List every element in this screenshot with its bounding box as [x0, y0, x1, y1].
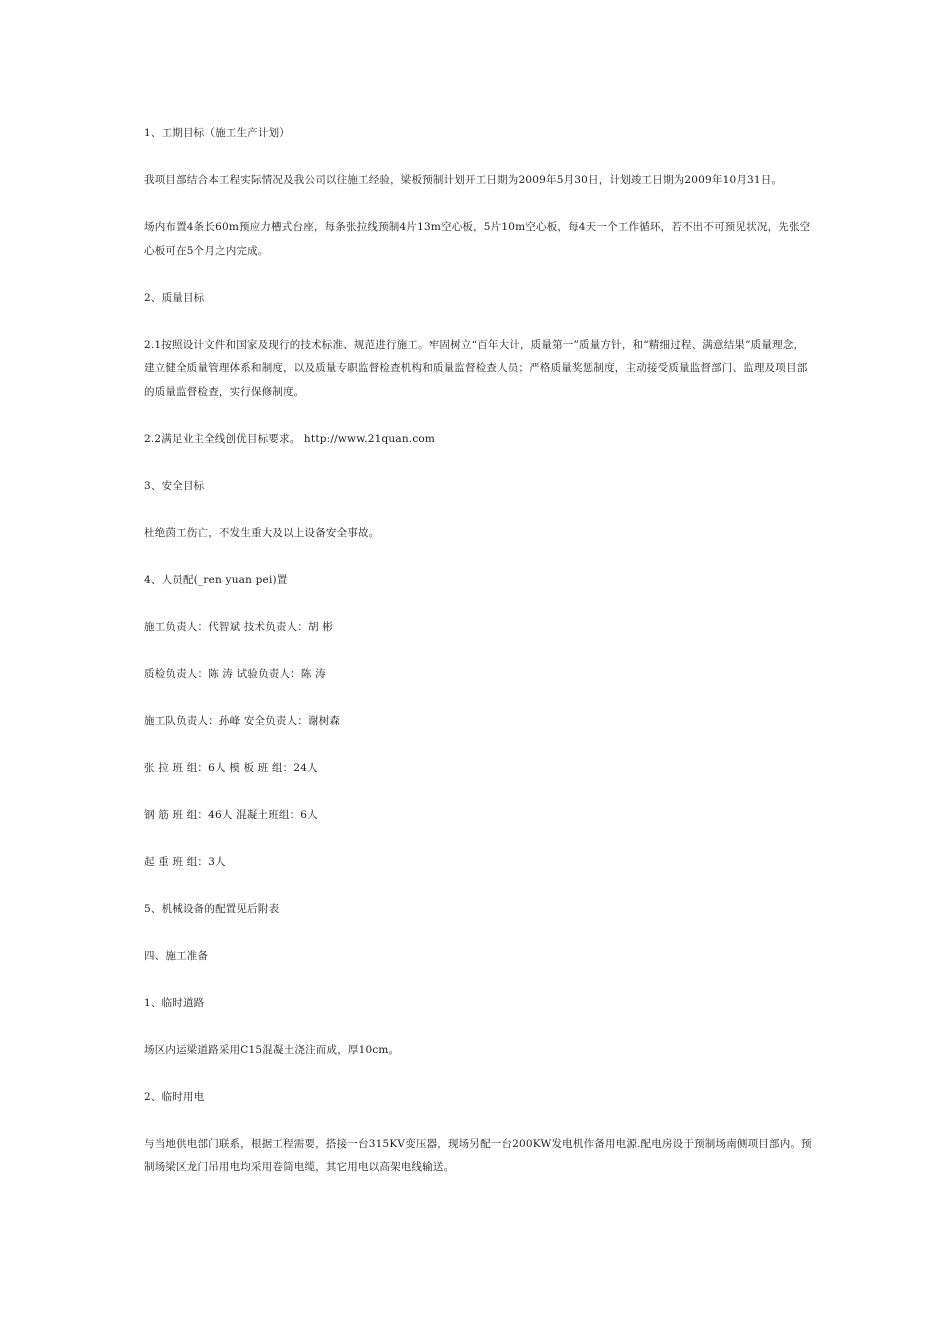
paragraph-temporary-power: 与当地供电部门联系，根据工程需要，搭接一台315KV变压器，现场另配一台200KW发电机作备用电源.配电房设于预制场南侧项目部内。预制场梁区龙门吊用电均采用卷筒电缆，其它用电以高架电线输送。	[144, 1137, 812, 1173]
staff-team-safety: 施工队负责人：孙峰 安全负责人：谢树森	[144, 714, 341, 727]
heading-equipment: 5、机械设备的配置见后附表	[144, 902, 280, 915]
paragraph-quality-2-2: 2.2满足业主全线创优目标要求。 http://www.21quan.com	[144, 432, 436, 445]
crew-tension-formwork: 张 拉 班 组：6人 模 板 班 组：24人	[144, 761, 318, 774]
paragraph-schedule-dates: 我项目部结合本工程实际情况及我公司以往施工经验，梁板预制计划开工日期为2009年5月30日，计划竣工日期为2009年10月31日。	[144, 174, 783, 186]
staff-quality-testing: 质检负责人：陈 涛 试验负责人：陈 涛	[144, 667, 326, 680]
paragraph-safety: 杜绝茵工伤亡，不发生重大及以上设备安全事故。	[144, 526, 380, 539]
heading-staffing: 4、人员配(_ren yuan pei)置	[144, 573, 288, 586]
paragraph-prestress-beds: 场内布置4条长60m预应力槽式台座，每条张拉线预制4片13m空心板，5片10m空心板，每4天一个工作循环，若不出不可预见状况，先张空心板可在5个月之内完成。	[144, 221, 811, 257]
heading-safety-goal: 3、安全目标	[144, 479, 205, 492]
heading-temporary-road: 1、临时道路	[144, 996, 205, 1009]
document-body	[144, 122, 814, 1203]
paragraph-quality-2-1: 2.1按照设计文件和国家及现行的技术标准、规范进行施工。牢固树立“百年大计，质量第一”质量方针，和“精细过程、满意结果”质量理念，建立健全质量管理体系和制度，以及质量专职监督检查机构和质量监督检查人员；严格质量奖惩制度，主动接受质量监督部门、监理及项目部的质量监督检查，实行保修制度。	[144, 338, 808, 398]
heading-schedule-goal: 1、工期目标（施工生产计划）	[144, 127, 290, 139]
paragraph-temporary-road: 场区内运梁道路采用C15混凝土浇注而成，厚10cm。	[144, 1043, 400, 1056]
crew-rebar-concrete: 钢 筋 班 组：46人 混凝土班组：6人	[144, 808, 318, 821]
heading-quality-goal: 2、质量目标	[144, 291, 205, 304]
staff-construction-technical: 施工负责人：代智斌 技术负责人：胡 彬	[144, 620, 333, 633]
crew-lifting: 起 重 班 组：3人	[144, 855, 226, 868]
heading-construction-prep: 四、施工准备	[144, 949, 209, 962]
heading-temporary-power: 2、临时用电	[144, 1090, 205, 1103]
